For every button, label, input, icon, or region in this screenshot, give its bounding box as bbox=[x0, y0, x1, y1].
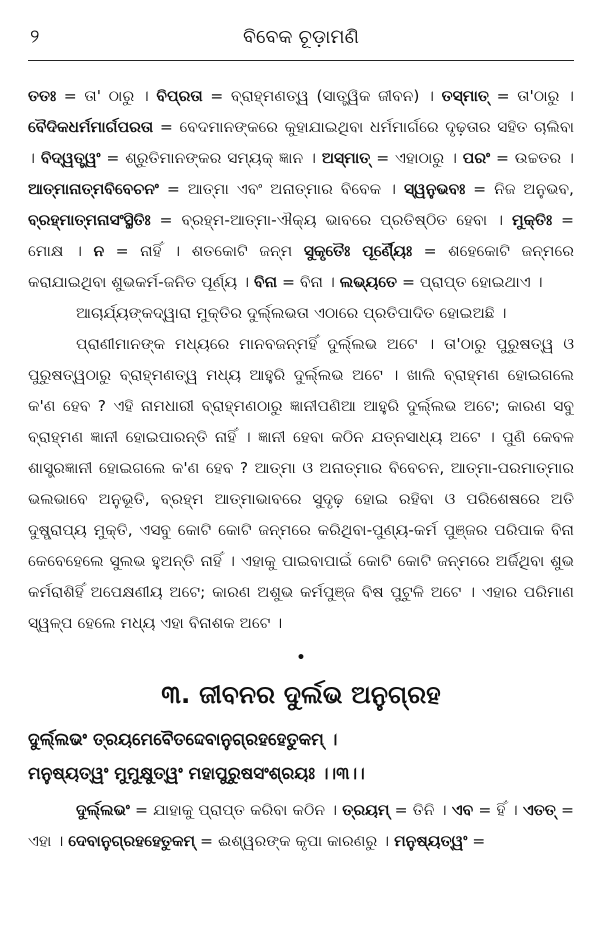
gloss-term: ତତଃ bbox=[28, 87, 57, 105]
page-number: ୨ bbox=[30, 26, 40, 48]
gloss-text: = ଏହା । bbox=[28, 801, 574, 850]
gloss-term: ସ୍ୱନୁଭବଃ bbox=[403, 180, 466, 198]
gloss-term: ତସ୍ମାତ୍ bbox=[441, 87, 489, 105]
gloss-text: = ଯାହାକୁ ପ୍ରାପ୍ତ କରିବା କଠିନ । bbox=[129, 801, 343, 819]
gloss-term: ଆତ୍ମାନାତ୍ମବିବେଚନଂ bbox=[28, 180, 159, 198]
gloss-text: = ଶ୍ରୁତିମାନଙ୍କର ସମ୍ୟକ୍ ଜ୍ଞାନ । bbox=[100, 149, 322, 167]
sanskrit-verse-line-1: ଦୁର୍ଲ୍ଲଭଂ ତ୍ରୟମେବୈତଦ୍ଦେବାନୁଗ୍ରହହେତୁକମ୍ । bbox=[28, 730, 338, 750]
gloss-term: ମୁକ୍ତିଃ bbox=[511, 211, 553, 229]
gloss-text: = ହିଁ । bbox=[473, 801, 523, 819]
gloss-text: = ବ୍ରାହ୍ମଣତ୍ୱ (ସାତ୍ତ୍ୱିକ ଜୀବନ) । bbox=[202, 87, 442, 105]
gloss-text: = ତା' ଠାରୁ । bbox=[56, 87, 157, 105]
section-heading: ୩. ଜୀବନର ଦୁର୍ଲଭ ଅନୁଗ୍ରହ bbox=[161, 680, 441, 709]
running-title: ବିବେକ ଚୂଡ଼ାମଣି bbox=[242, 26, 359, 48]
gloss-text: = ତା'ଠାରୁ । bbox=[488, 87, 574, 105]
gloss-term: ମନୁଷ୍ୟତ୍ୱଂ bbox=[394, 832, 468, 850]
gloss-text: = ନାହିଁ । bbox=[104, 242, 192, 260]
sanskrit-verse-line-2: ମନୁଷ୍ୟତ୍ୱଂ ମୁମୁକ୍ଷୁତ୍ୱଂ ମହାପୁରୁଷସଂଶ୍ରୟଃ ।।୩।। bbox=[28, 764, 365, 784]
gloss-text: ଶତକୋଟି ଜନ୍ମ bbox=[191, 242, 293, 260]
gloss-term: ଦେବାନୁଗ୍ରହହେତୁକମ୍ bbox=[68, 832, 196, 850]
gloss-text: = ଆତ୍ମା ଏବଂ ଅନାତ୍ମାର ବିବେକ । bbox=[158, 180, 404, 198]
gloss-term: ବିପ୍ରତା bbox=[156, 87, 203, 105]
separator-dot: • bbox=[296, 650, 306, 666]
gloss-text: = ପ୍ରାପ୍ତ ହୋଇଥାଏ । bbox=[397, 273, 543, 291]
commentary-paragraph-intro: ଆଚାର୍ଯ୍ୟଙ୍କଦ୍ୱାରା ମୁକ୍ତିର ଦୁର୍ଲ୍ଲଭତା ଏଠାରେ ପ୍ରତିପାଦିତ ହୋଇଅଛି । bbox=[76, 304, 507, 322]
gloss-text bbox=[292, 242, 304, 260]
gloss-term: ବିନା bbox=[254, 273, 278, 291]
gloss-term: ତ୍ରୟମ୍ bbox=[342, 801, 390, 819]
gloss-term: ଲଭ୍ୟତେ bbox=[339, 273, 398, 291]
page-header bbox=[28, 14, 574, 61]
gloss-term: ବ୍ରହ୍ମାତ୍ମନାସଂସ୍ଥିତିଃ bbox=[28, 211, 151, 229]
gloss-text: = ମୋକ୍ଷ । bbox=[28, 211, 575, 260]
word-glossary-bottom bbox=[28, 795, 574, 857]
word-glossary-top bbox=[28, 81, 574, 298]
gloss-term: ବୈଦିକଧର୍ମମାର୍ଗପରତା bbox=[28, 118, 154, 136]
gloss-text: = ତିନି । bbox=[389, 801, 452, 819]
gloss-text: = ଏହାଠାରୁ । bbox=[370, 149, 463, 167]
gloss-text: = ନିଜ ଅନୁଭବ, bbox=[465, 180, 574, 198]
gloss-term: ଏବ bbox=[451, 801, 474, 819]
gloss-term: ଦୁର୍ଲ୍ଲଭଂ bbox=[76, 801, 130, 819]
gloss-text: = ଶହେକୋଟି ଜନ୍ମରେ କରାଯାଇଥିବା ଶୁଭକର୍ମ-ଜନିତ ପୂର୍ଣ୍ୟ । bbox=[28, 242, 574, 291]
gloss-term: ନ bbox=[93, 242, 105, 260]
gloss-term: ବିଦ୍ୱତ୍ତ୍ୱଂ bbox=[40, 149, 101, 167]
commentary-paragraph-main: ପ୍ରାଣୀମାନଙ୍କ ମଧ୍ୟରେ ମାନବଜନ୍ମହିଁ ଦୁର୍ଲ୍ଲଭ ଅଟେ । ତା'ଠାରୁ ପୁରୁଷତ୍ୱ ଓ ପୁରୁଷତ୍ୱଠାରୁ ବ୍ରାହ୍ମଣତ୍ୱ ମଧ୍ୟ ଆହୁରି ଦୁର୍ଲ୍ଲଭ ଅଟେ । ଖାଲି ବ୍ରାହ୍ମଣ ହୋଇଗଲେ କ'ଣ ହେବ ? ଏହି ନାମଧାରୀ ବ୍ରାହ୍ମଣଠାରୁ ଜ୍ଞାନୀପଣିଆ ଆହୁରି ଦୁର୍ଲ୍ଲଭ ଅଟେ; କାରଣ ସବୁ ବ୍ରାହ୍ମଣ ଜ୍ଞାନୀ ହୋଇପାରନ୍ତି ନାହିଁ । ଜ୍ଞାନୀ ହେବା କଠିନ ଯତ୍ନସାଧ୍ୟ ଅଟେ । ପୁଣି କେବଳ ଶାସ୍ତ୍ରଜ୍ଞାନୀ ହୋଇଗଲେ କ'ଣ ହେବ ? ଆତ୍ମା ଓ ଅନାତ୍ମାର ବିବେଚନ, ଆତ୍ମା-ପରମାତ୍ମାର ଭଲଭାବେ ଅନୁଭୂତି, ବ୍ରହ୍ମ ଆତ୍ମାଭାବରେ ସୁଦୃଢ଼ ହୋଇ ରହିବା ଓ ପରିଶେଷରେ ଅତି ଦୁଷ୍ପ୍ରାପ୍ୟ ମୁକ୍ତି, ଏସବୁ କୋଟି କୋଟି ଜନ୍ମରେ କରିଥିବା-ପୁଣ୍ୟ-କର୍ମ ପୁଞ୍ଜର ପରିପାକ ବିନା କେବେହେଲେ ସୁଲଭ ହୁଅନ୍ତି ନାହିଁ । ଏହାକୁ ପାଇବାପାଇଁ କୋଟି କୋଟି ଜନ୍ମରେ ଅର୍ଜିଥିବା ଶୁଭ କର୍ମରାଶିହିଁ ଅପେକ୍ଷଣୀୟ ଅଟେ; କାରଣ ଅଶୁଭ କର୍ମପୁଞ୍ଜ ବିଷ ପୁଟୁଳି ଅଟେ । ଏହାର ପରିମାଣ ସ୍ୱଳ୍ପ ହେଲେ ମଧ୍ୟ ଏହା ବିନାଶକ ଅଟେ । bbox=[28, 335, 574, 632]
gloss-text: = ବିନା । bbox=[277, 273, 340, 291]
gloss-term: ପରଂ bbox=[462, 149, 491, 167]
gloss-term: ଏତତ୍ bbox=[522, 801, 556, 819]
gloss-term: ଅସ୍ମାତ୍ bbox=[321, 149, 371, 167]
gloss-text: = ଉଚ୍ଚତର । bbox=[490, 149, 575, 167]
gloss-text: = ଈଶ୍ୱରଙ୍କ କୃପା କାରଣରୁ । bbox=[195, 832, 395, 850]
gloss-text: = bbox=[467, 832, 486, 850]
gloss-text: = ବେଦମାନଙ୍କରେ କୁହାଯାଇଥିବା ଧର୍ମମାର୍ଗରେ ଦୃଢ଼ତାର ସହିତ ଚାଲିବା । bbox=[28, 118, 574, 167]
gloss-text: = ବ୍ରହ୍ମ-ଆତ୍ମା-ଐକ୍ୟ ଭାବରେ ପ୍ରତିଷ୍ଠିତ ହେବା । bbox=[150, 211, 512, 229]
gloss-term: ସୁକୃତୈଃ ପୂର୍ଣ୍ୟୈଃ bbox=[303, 242, 413, 260]
